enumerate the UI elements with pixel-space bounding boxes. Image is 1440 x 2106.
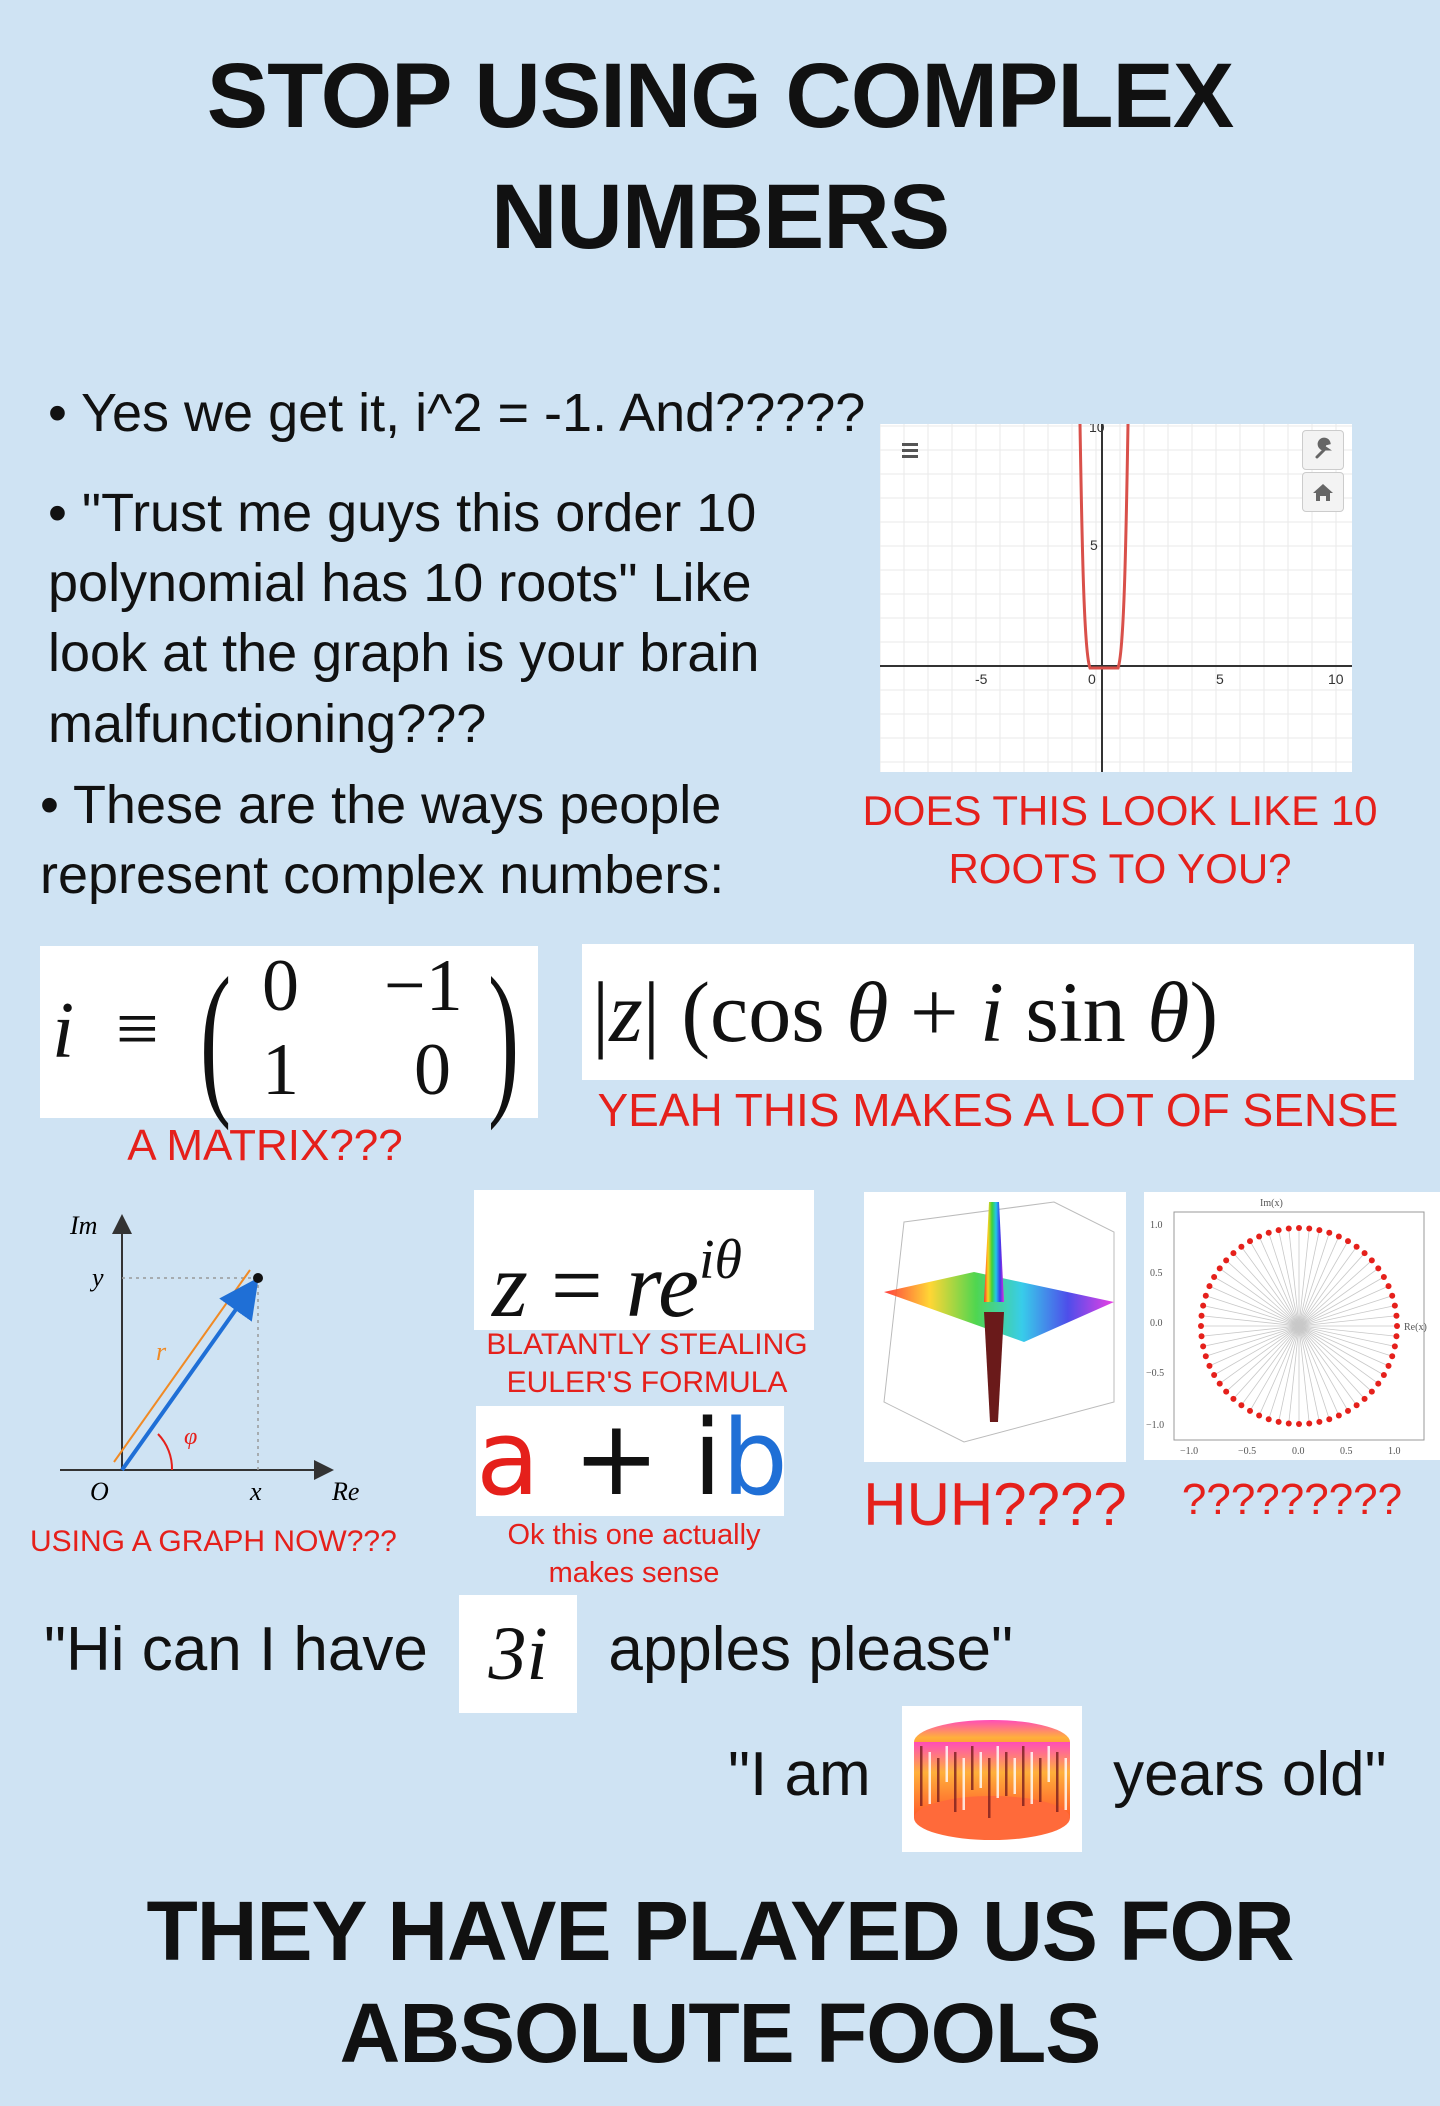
unit-circle-dot [1217,1265,1223,1271]
page-title [0,36,1440,279]
matrix-formula [40,943,538,1131]
unit-circle-dot [1198,1323,1204,1329]
bullet-2-text: "Trust me guys this order 10 polynomial has 10 roots" Like look at the graph is your brain malfunctioning??? [48,483,760,754]
unit-circle-plot [1144,1192,1440,1460]
aib-formula [476,1397,788,1519]
unit-circle-dot [1393,1333,1399,1339]
graph-caption-line-1: DOES THIS LOOK LIKE 10 [862,787,1378,834]
apples-text-before: "Hi can I have [44,1615,428,1684]
spoke-line [1209,1326,1299,1366]
matrix-caption: A MATRIX??? [127,1121,403,1170]
euler-caption-line-1: BLATANTLY STEALING [486,1328,808,1361]
unit-circle-dot [1345,1238,1351,1244]
unit-circle-dot [1199,1333,1205,1339]
unit-circle-dot [1392,1303,1398,1309]
age-stripe [1030,1752,1033,1804]
matrix-entry-12: −1 [384,945,463,1027]
unit-circle-dot [1206,1283,1212,1289]
unit-circle-dot [1389,1353,1395,1359]
aib-b: b [721,1397,788,1519]
euler-z: z [492,1234,528,1336]
unit-circle-dot [1247,1408,1253,1414]
unit-circle-dot [1316,1419,1322,1425]
age-plot-svg [902,1706,1082,1852]
unit-circle-dot [1306,1420,1312,1426]
spoke-line [1299,1326,1339,1416]
x-tick-0: 0 [1088,671,1096,687]
age-plot-image [902,1706,1082,1852]
aib-plus: + [572,1397,660,1519]
age-stripe [937,1758,940,1802]
uc-xtick-2: −0.5 [1238,1446,1257,1457]
uc-ytick-1: 1.0 [1150,1220,1163,1231]
uc-ytick-4: −0.5 [1146,1368,1165,1379]
bullet-1-text: Yes we get it, i^2 = -1. And????? [80,383,866,443]
euler-e: e [658,1234,699,1336]
apples-text-after: apples please" [608,1615,1013,1684]
unit-circle-dot [1247,1238,1253,1244]
wrench-glyph [1303,431,1343,469]
x-label: x [250,1477,262,1506]
unit-circle-dot [1230,1396,1236,1402]
bullet-dot: • [48,483,67,543]
unit-circle-dot [1223,1257,1229,1263]
polar-abs-z: |z| [592,964,660,1060]
uc-xtick-4: 0.5 [1340,1446,1353,1457]
age-stripe [920,1746,923,1806]
age-stripe [928,1752,931,1804]
surface-plot [864,1192,1126,1462]
age-text-after: years old" [1113,1740,1387,1809]
unit-circle-dot [1203,1353,1209,1359]
x-tick-neg5: -5 [975,671,988,687]
graph-caption-line-2: ROOTS TO YOU? [948,845,1292,892]
matrix-lhs: i [52,987,75,1075]
spoke-line [1299,1326,1389,1366]
age-stripe [1064,1758,1067,1810]
unit-circle-dot [1369,1257,1375,1263]
euler-eq: = [550,1234,603,1336]
argand-diagram [40,1200,370,1520]
age-line [728,1700,1428,1850]
hamburger-glyph [894,434,924,464]
aib-caption-line-2: makes sense [548,1557,720,1589]
unit-circle-dot [1394,1323,1400,1329]
surface-spike-up [984,1202,1004,1302]
unit-circle-dot [1375,1265,1381,1271]
three-i-box: 3i [459,1595,577,1713]
aib-i: i [693,1397,722,1519]
uc-ytick-5: −1.0 [1146,1420,1165,1431]
polar-trig: (cos θ + i sin θ) [681,964,1219,1060]
unit-circle-dot [1276,1227,1282,1233]
spoke-line [1259,1326,1299,1416]
unit-circle-dot [1326,1416,1332,1422]
unit-circle-dot [1386,1283,1392,1289]
unit-circle-dot [1199,1313,1205,1319]
unit-circle-dot [1306,1226,1312,1232]
unit-circle-dot [1200,1343,1206,1349]
age-stripe [1005,1752,1008,1796]
matrix-equiv: ≡ [116,987,159,1071]
spoke-line [1299,1236,1339,1326]
unit-circle-dot [1393,1313,1399,1319]
age-text-before: "I am [728,1740,871,1809]
unit-circle-dot [1381,1372,1387,1378]
y-tick-5: 5 [1090,537,1098,553]
unit-circle-dot [1276,1419,1282,1425]
unit-circle-dot [1286,1420,1292,1426]
unit-circle-dot [1362,1250,1368,1256]
phi-label: φ [184,1424,198,1450]
unit-circle-dot [1354,1402,1360,1408]
unit-circle-dot [1211,1274,1217,1280]
polynomial-graph-svg [880,424,1352,772]
unit-circle-dot [1296,1421,1302,1427]
unit-circle-dot [1217,1381,1223,1387]
home-glyph [1303,473,1343,511]
im-label: Im [70,1211,98,1240]
origin-label: O [90,1477,109,1506]
uc-ytick-3: 0.0 [1150,1318,1163,1329]
unit-circle-dot [1381,1274,1387,1280]
unit-circle-caption: ????????? [1181,1475,1403,1524]
spoke-line [1259,1236,1299,1326]
unit-circle-dot [1345,1408,1351,1414]
bullet-dot: • [40,775,59,835]
unit-circle-dot [1326,1230,1332,1236]
age-stripe [1047,1746,1050,1782]
unit-circle-dot [1238,1402,1244,1408]
age-stripe [962,1758,965,1810]
surface-plot-svg [864,1192,1126,1462]
euler-r: r [625,1234,659,1336]
unit-circle-dot [1256,1413,1262,1419]
r-label: r [156,1337,167,1366]
unit-circle-dot [1256,1233,1262,1239]
bullet-1 [48,378,868,448]
unit-circle-dot [1266,1416,1272,1422]
unit-circle-dot [1369,1389,1375,1395]
y-tick-10: 10 [1089,424,1105,435]
unit-circle-dot [1336,1413,1342,1419]
unit-circle-dot [1354,1244,1360,1250]
footer-title [0,1880,1440,2085]
surface-spike-down [984,1312,1004,1422]
euler-caption-line-2: EULER'S FORMULA [506,1366,788,1399]
surface-caption: HUH???? [863,1471,1127,1538]
unit-circle-spokes [1201,1228,1397,1424]
polar-caption: YEAH THIS MAKES A LOT OF SENSE [597,1084,1399,1136]
age-stripe [954,1752,957,1812]
unit-circle-dot [1375,1381,1381,1387]
unit-circle-dot [1336,1233,1342,1239]
unit-circle-dot [1362,1396,1368,1402]
uc-ytick-2: 0.5 [1150,1268,1163,1279]
matrix-entry-22: 0 [414,1029,451,1111]
bullet-2 [48,478,788,759]
unit-circle-dot [1206,1363,1212,1369]
hamburger-menu-icon[interactable] [894,434,924,464]
bullet-dot: • [48,383,67,443]
unit-circle-dot [1266,1230,1272,1236]
unit-circle-dot [1203,1293,1209,1299]
footer-line-2: ABSOLUTE FOOLS [339,1986,1101,2081]
unit-circle-svg [1144,1192,1440,1460]
unit-circle-dot [1316,1227,1322,1233]
re-label: Re [332,1477,360,1506]
bullet-3-text: These are the ways people represent complex numbers: [40,775,725,906]
argand-caption: USING A GRAPH NOW??? [30,1525,397,1558]
spoke-line [1209,1286,1299,1326]
home-icon[interactable] [1302,472,1344,512]
age-stripe [1013,1758,1016,1794]
wrench-icon[interactable] [1302,430,1344,470]
aib-caption-line-1: Ok this one actually [507,1519,761,1551]
unit-circle-dot [1230,1250,1236,1256]
argand-svg [40,1200,370,1520]
aib-a: a [476,1397,540,1519]
matrix-entry-21: 1 [262,1029,299,1111]
bullet-3 [40,770,780,910]
unit-circle-dot [1211,1372,1217,1378]
r-length-marker [114,1270,250,1462]
title-line-2: NUMBERS [490,166,950,269]
uc-im-label: Im(x) [1260,1198,1283,1209]
x-tick-10: 10 [1328,671,1344,687]
age-stripe [979,1752,982,1788]
unit-circle-dot [1389,1293,1395,1299]
unit-circle-dot [1296,1225,1302,1231]
footer-line-1: THEY HAVE PLAYED US FOR [146,1884,1294,1978]
uc-re-label: Re(x) [1404,1322,1427,1333]
graph-grid [880,424,1352,772]
matrix-entry-11: 0 [262,945,299,1027]
aib-caption [476,1516,792,1592]
spoke-line [1299,1286,1389,1326]
age-stripe [971,1746,974,1790]
uc-xtick-5: 1.0 [1388,1446,1401,1457]
complex-point [253,1273,263,1283]
title-line-1: STOP USING COMPLEX [206,45,1234,147]
uc-xtick-1: −1.0 [1180,1446,1199,1457]
euler-exponent: iθ [698,1229,743,1291]
unit-circle-dot [1386,1363,1392,1369]
unit-circle-dot [1286,1226,1292,1232]
matrix-left-paren: ( [200,943,232,1131]
age-stripe [945,1746,948,1782]
age-stripe [1039,1758,1042,1802]
age-stripe [1022,1746,1025,1806]
age-stripe [988,1758,991,1818]
unit-circle-dot [1392,1343,1398,1349]
unit-circle-dot [1223,1389,1229,1395]
age-stripe [1056,1752,1059,1812]
x-tick-5: 5 [1216,671,1224,687]
euler-caption [474,1326,820,1402]
euler-formula [474,1190,814,1336]
matrix-right-paren: ) [488,943,520,1131]
age-stripe [996,1746,999,1798]
polynomial-graph [880,424,1352,772]
apples-line [44,1590,1144,1710]
unit-circle-dot [1200,1303,1206,1309]
angle-arc [158,1434,172,1470]
y-label: y [92,1263,104,1292]
graph-caption [840,782,1400,898]
uc-xtick-3: 0.0 [1292,1446,1305,1457]
unit-circle-dot [1238,1244,1244,1250]
polar-formula [582,944,1414,1080]
